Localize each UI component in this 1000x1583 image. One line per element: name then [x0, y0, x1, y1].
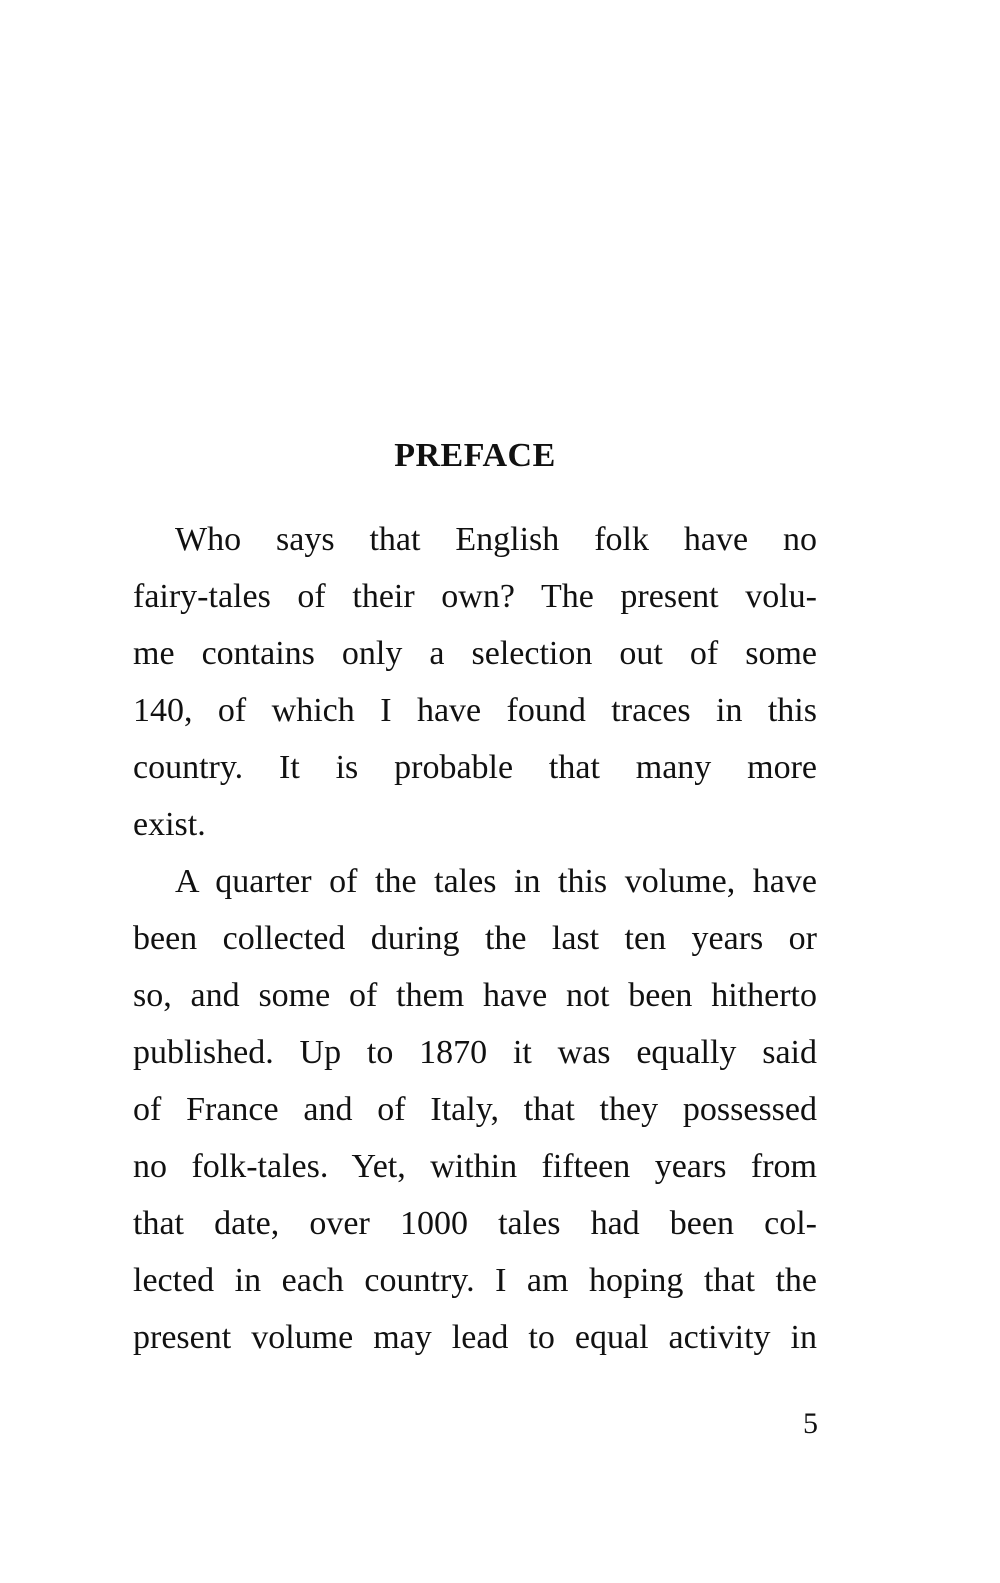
text-line: published. Up to 1870 it was equally said [133, 1034, 817, 1071]
text-line: exist. [133, 806, 206, 843]
text-line: 140, of which I have found traces in this [133, 692, 817, 729]
text-line: country. It is probable that many more [133, 749, 817, 786]
text-line: lected in each country. I am hoping that the [133, 1262, 817, 1299]
text-line: A quarter of the tales in this volume, have [175, 863, 817, 900]
text-line: been collected during the last ten years or [133, 920, 817, 957]
text-line: so, and some of them have not been hitherto [133, 977, 817, 1014]
text-line: of France and of Italy, that they possessed [133, 1091, 817, 1128]
text-line: no folk-tales. Yet, within fifteen years from [133, 1148, 817, 1185]
text-line: Who says that English folk have no [175, 521, 817, 558]
page-title: PREFACE [394, 437, 556, 474]
text-line: present volume may lead to equal activity in [133, 1319, 817, 1356]
page-number: 5 [803, 1407, 818, 1440]
text-line: me contains only a selection out of some [133, 635, 817, 672]
text-line: fairy-tales of their own? The present volu- [133, 578, 817, 615]
text-line: that date, over 1000 tales had been col- [133, 1205, 817, 1242]
